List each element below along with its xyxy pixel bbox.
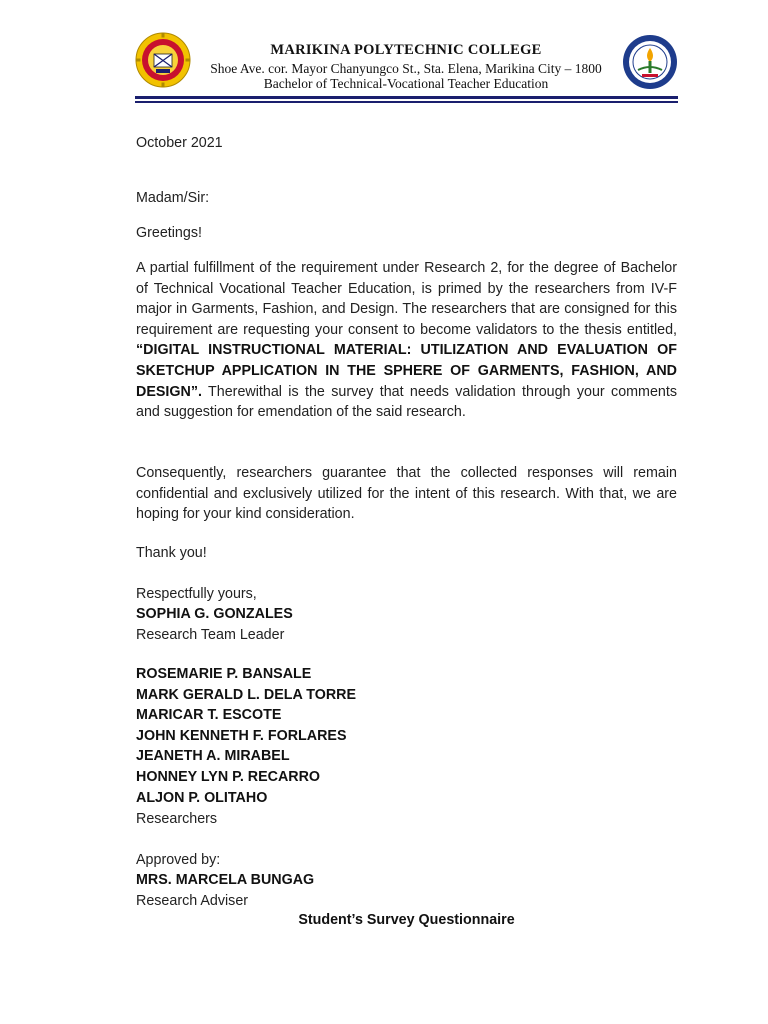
paragraph-1-closing: Therewithal is the survey that needs validation through your comments and suggestion for emendation of the said research. [136,383,677,421]
college-seal-logo [135,32,191,88]
approved-by-label: Approved by: [136,852,221,868]
team-leader-role: Research Team Leader [136,627,285,643]
paragraph-1-intro: A partial fulfillment of the requirement under Research 2, for the degree of Bachelor of Technical Vocational Teacher Education, is primed by the researchers from IV-F major in Garments, Fashion, and Design. The researchers that are consigned for this requirement are requesting your consent to become validators to the thesis entitled, [136,260,677,338]
team-leader-name: SOPHIA G. GONZALES [136,606,293,622]
letter-closing: Respectfully yours, [136,586,257,602]
researcher-name: MARK GERALD L. DELA TORRE [136,686,357,703]
letter-salutation: Madam/Sir: [136,190,210,206]
researcher-name: JEANETH A. MIRABEL [136,748,290,765]
researchers-role: Researchers [136,811,218,827]
letter-paragraph-1 [136,258,677,423]
section-title: Student’s Survey Questionnaire [298,912,515,928]
adviser-role: Research Adviser [136,893,249,909]
college-address: Shoe Ave. cor. Mayor Chanyungco St., Sta. Elena, Marikina City – 1800 [210,61,602,76]
researcher-name: HONNEY LYN P. RECARRO [136,768,321,785]
letter-thanks: Thank you! [136,545,207,561]
header-rule [135,96,678,99]
header-rule-thin [135,101,678,103]
letter-paragraph-2: Consequently, researchers guarantee that the collected responses will remain confidential and exclusively utilized for the intent of this research. With that, we are hoping for your kind consideration. [136,465,677,523]
researcher-name: ALJON P. OLITAHO [136,789,268,806]
researcher-name: MARICAR T. ESCOTE [136,707,282,724]
letter-greeting: Greetings! [136,225,202,241]
program-name: Bachelor of Technical-Vocational Teacher Education [263,76,549,91]
thesis-title: “DIGITAL INSTRUCTIONAL MATERIAL: UTILIZATION AND EVALUATION OF SKETCHUP APPLICATION IN THE SPHERE OF GARMENTS, FASHION, AND DESIGN”. [136,342,677,400]
letter-date: October 2021 [136,135,223,151]
college-name: MARIKINA POLYTECHNIC COLLEGE [270,42,542,58]
researcher-name: ROSEMARIE P. BANSALE [136,666,312,682]
researchers-list [136,664,356,808]
researcher-name: JOHN KENNETH F. FORLARES [136,727,347,744]
adviser-name: MRS. MARCELA BUNGAG [136,872,315,888]
program-seal-logo [622,34,678,90]
